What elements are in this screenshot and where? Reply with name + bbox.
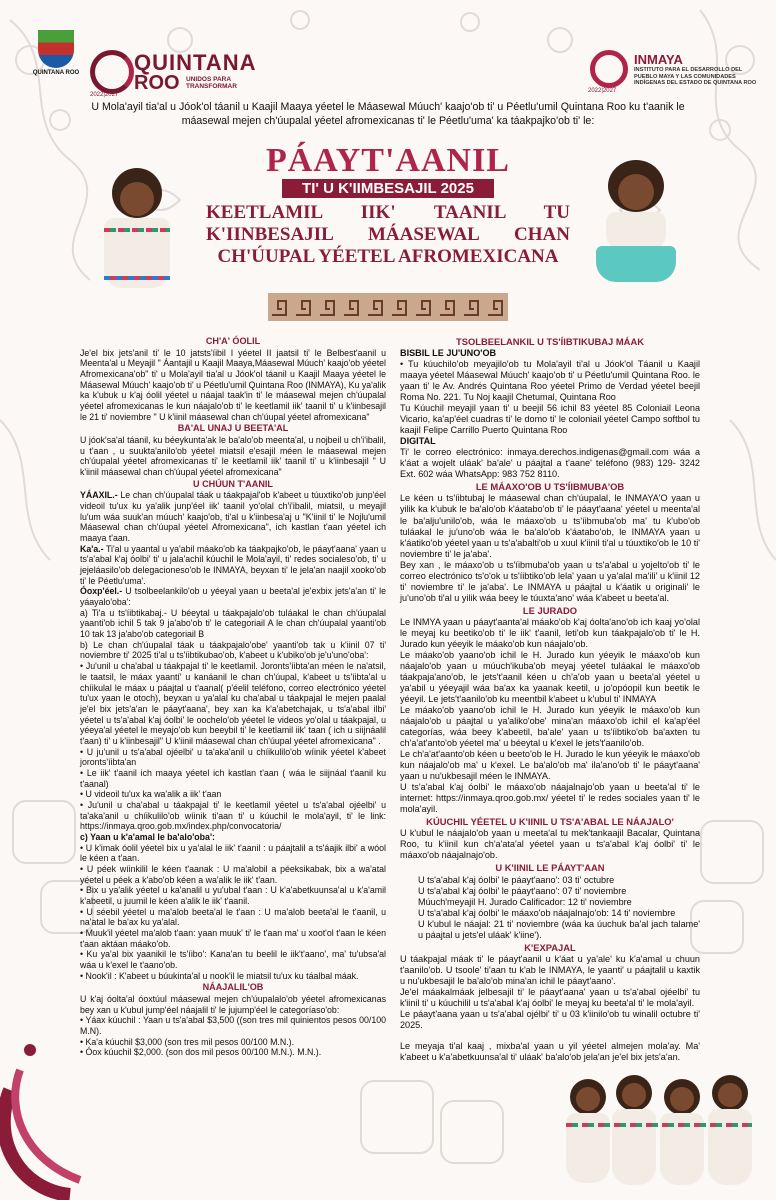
- logo-years: 2022|2027: [90, 92, 119, 98]
- text: U tsolbeelankilo'ob u yéeyal yaan u beeta'al je'exbix jets'a'an ti' le yáayalo'oba':: [80, 586, 386, 608]
- paragraph-yaaxil: [80, 490, 386, 543]
- paragraph: Le páayt'aana yaan u ts'a'abal ojélbi' ti' u 03 k'iinilo'ob tu winalil octubre ti' 2025.: [400, 1008, 700, 1030]
- girl-illustration-left: [82, 168, 192, 288]
- paragraph: c) Yaan u k'a'amal le ba'alo'oba':: [80, 831, 215, 842]
- glyph-watermark: [360, 1080, 434, 1154]
- paragraph: Le INMYA yaan u páayt'aanta'al máako'ob k'aj óolta'ano'ob ich kaaj yo'olal le meyaj ku beetiko'ob ti' le iik' t'aanil, leti'ob kun táakpajalo'ob ti' le H. Jurado kun yéeyik le máako'ob kun náajalo'ob.: [400, 616, 700, 649]
- section-heading: KÚUCHIL YÉETEL U K'IINIL U TS'A'ABAL LE NÁAJALO': [426, 816, 674, 828]
- glyph-watermark: [440, 1100, 504, 1164]
- paragraph: Je'el bix jets'anil ti' le 10 jatsts'íibil I yéetel II jaatsil ti' le Belbest'aanil u Meenta'al u Meyajil " Áantajil u Kaajil Maaya,Máasewal Múuch' kaajo'ob yéetel Afromexicana'ob" ti' u Mola'ayil tia'al u Jóok'ol táanil u Kaajil Maaya yéetel le Máasewal Múuch' kaajo'ob ti' u Péetlu'umil Quintana Roo (INMAYA), Ku ya'alik ka k'ubuk u k'aj óolil yéetel u náajal taak'in ti' le máasewal mejen ch'úupalal yéetel afromexicanas le kun náajalo'ob ti' le keetlamil iik' taanil ti' u k'iinbesajil le 21 ti' noviembre " U k'iinil máasewal chan ch'úupal yéetel afromexicana": [80, 347, 386, 422]
- subheading: DIGITAL: [400, 436, 436, 447]
- section-heading: CH'A' ÓOLIL: [205, 336, 261, 346]
- intro-text: U Mola'ayil tia'al u Jóok'ol táanil u Kaajil Maaya yéetel le Máasewal Múuch' kaajo'ob ti' u Péetlu'umil Quintana Roo ku t'aanik le máasewal mejen ch'úupalal yéetel afromexicanas ti' le Péetlu'uma' ka táakpajko'ob ti' le:: [91, 101, 685, 127]
- paragraph: U táakpajal máak ti' le páayt'aanil u k'áat u ya'ale' ku k'a'amal u chuun t'aanilo'ob. U tsoole' ti'aan tu k'ab le INMAYA, le yaanti' u páajtalil u kaxtik u nu'ukbesajil le ba'alo'ob mina'an ichil le páayt'aano'.: [400, 953, 700, 986]
- list-item: • Ju'unil u cha'abal u táakpajal ti' le keetlamil. Joronts'íibta'an méen le na'atsil, le taatsil, le máax yaantí' u kanáanil le chan ch'úupal, k'abeet u ts'íibta'al u chíikulal le máax u páajtal u t'aanal( p'éelil teléfono, correo electrónico yéetel tu'ux yaan le otoch), beyxan u ya'alal ku cha'abal u táakpajal le mejen paalal je'el bix jets'a'an le páayt'aana', bey xan ka k'a'abetchajak, u ts'a'abal ilbi' yéetel u ts'a'abal k'aj óolbi' le oochelo'ob yéetel le videos yo'olal u táakpajal, u yéeya'al yéetel le meyajo'ob kun beeybil ti' le keetlamil iik' taan ( ich u siijnáalil t'aan) ti' u k'iinbesajil" U k'iinil máasewal chan ch'úupal yéetel afromexicana" .: [80, 661, 386, 746]
- paragraph: U k'aj óolta'al óoxtúul máasewal mejen ch'úupalalo'ob yéetel afromexicanas bey xan u k'ubul jump'éel náajalil ti' le jujump'éel le categoríaso'ob:: [80, 993, 386, 1015]
- list-item: • Le iik' t'aanil ich maaya yéetel ich kastlan t'aan ( wáa le siijnáal t'aanil ku t'aanal): [80, 767, 386, 789]
- section-heading: NÁAJALIL'OB: [202, 982, 264, 993]
- quintana-roo-logo: [90, 50, 260, 100]
- list-item: • Óox kúuchil $2,000. (son dos mil pesos 00/100 M.N.). M.N.).: [80, 1047, 322, 1058]
- section-heading: BA'AL UNAJ U BEETA'AL: [177, 423, 289, 434]
- inmaya-description: INSTITUTO PARA EL DESARROLLO DEL PUEBLO MAYA Y LAS COMUNIDADES INDÍGENAS DEL ESTADO DE QUINTANA ROO: [634, 67, 757, 86]
- list-item: • U videoil tu'ux ka wa'alik a iik' t'aan: [80, 789, 222, 800]
- list-item: • U péek wíinkilil le kéen t'aanak : U ma'alobil a péeksikabak, bix a wa'atal yéetel u péek a k'abo'ob kéen a wa'alik le iik' t'aan.: [80, 863, 386, 885]
- list-item: • Yáax kúuchil : Yaan u ts'a'abal $3,500 ((son tres mil quinientos pesos 00/100 M.N).: [80, 1015, 386, 1036]
- girls-group-illustration: [560, 1075, 760, 1195]
- label: YÁAXIL.-: [80, 490, 118, 501]
- shield-icon: [38, 30, 74, 68]
- subheading: BISBIL LE JU'UNO'OB: [400, 348, 497, 359]
- list-item: • Ju'unil u cha'abal u táakpajal ti' le keetlamil yéetel u ts'a'abal ojéelbi' u ta'aka'anil u chíikulilo'ob wíinik ti'aan ti' u kúuchil le mola'ayil, ti' le link: https://inmaya.qroo.gob.mx/index.php/convocatoria/: [80, 799, 386, 832]
- inmaya-logo: [588, 50, 768, 100]
- list-item: U ts'a'abal k'aj óolbi' le páayt'aano': 07 ti' noviembre: [418, 885, 627, 896]
- paragraph: U k'ubul le náajalo'ob yaan u meeta'al tu mek'tankaajil Bacalar, Quintana Roo, tu k'iinil kun ch'a'ata'al yéetel yaan u ts'a'abal k'aj óolbi' ti' le máaxo'ob náajalnajo'ob.: [400, 828, 700, 861]
- paragraph: • Tu kúuchilo'ob meyajilo'ob tu Mola'ayil ti'al u Jóok'ol Táanil u Kaajil maaya yéetel Máasewal Múuch' kaajo'ob ti' u Péetlu'umil Quintana Roo. le yaan ti' le Av. Andrés Quintana Roo yéetel Primo de Verdad yéetel beejil Roma No. 221. Tu Noj kaajil Chetumal, Quintana Roo: [400, 359, 700, 403]
- title-block: [200, 140, 576, 268]
- list-item: • U k'imak óolil yéetel bix u ya'alal le iik' t'aanil : u páajtalil a ts'áajik ilbi' a wóol le kéen a t'aan.: [80, 842, 386, 864]
- paragraph: Le ch'a'at'aanto'ob kéen u beeto'ob le H. Jurado le kun yéeyik le máaxo'ob kun náajalo'ob ma' u k'exel. Le ba'alo'ob ma' ila'ano'ob ti' le páayt'aana' yaan u nu'ukbesajil méen le INMAYA.: [400, 749, 700, 782]
- list-item: U ts'a'abal k'aj óolbi' le páayt'aano': 03 ti' octubre: [418, 874, 615, 885]
- inmaya-years: 2022|2027: [588, 88, 617, 94]
- paragraph: b) Le chan ch'úupalal táak u táakpajalo'obe' yaanti'ob tak u k'iinil 07 ti' noviembre ti' 2025 ti'al u ts'íibtikubao'ob, k'abeet u k'ubiko'ob je'u'uno'oba':: [80, 639, 386, 661]
- maya-fret-band: [268, 293, 508, 321]
- list-item: • Ka'a kúuchil $3,000 (son tres mil pesos 00/100 M.N.).: [80, 1036, 295, 1047]
- list-item: Múuch'meyajil H. Jurado Calificador: 12 ti' noviembre: [418, 896, 632, 907]
- girl-illustration-right: [580, 160, 690, 290]
- logo-word-quintana: QUINTANA: [134, 50, 257, 75]
- section-heading: LE JURADO: [522, 604, 578, 616]
- closing-paragraph: Le meyaja ti'al kaaj , mixba'al yaan u yil yéetel almejen mola'ay. Ma' k'abeet u k'a'abetkuunsa'al ti' uláak' ba'alo'ob jela'an je'el bix jets'a'an.: [400, 1040, 700, 1062]
- title-theme: KEETLAMIL IIK' TAANIL TU K'IINBESAJIL MÁASEWAL CHAN CH'ÚUPAL YÉETEL AFROMEXICANA: [206, 202, 570, 267]
- list-item: • Bix u ya'alik yéetel u ka'analil u yu'ubal t'aan : U k'a'abetkuunsa'al u k'a'amil k'abeetil, u juumil le kéen a'alik le iik' t'aanil.: [80, 885, 386, 906]
- logo-word-roo: ROO: [134, 72, 180, 94]
- paragraph: U jóok'sa'al táanil, ku béeykunta'ak le ba'alo'ob meenta'al, u nojbeil u ch'i'ibalil, u t'aan , u suukta'anilo'ob yéetel miatsil e'esajil méen le máasewal mejen ch'úupalal yéetel afromexicanas ti' le keetlamil iik' taanil ti' u k'iinbesajil " U k'iinil máasewal chan ch'úupal yéetel afromexicana": [80, 435, 386, 478]
- list-item: • Nook'il : K'abeet u búukinta'al u nook'il le miatsil tu'ux ku táalbal máak.: [80, 970, 359, 981]
- list-item: U ts'a'abal k'aj óolbi' le máaxo'ob náajalnajo'ob: 14 ti' noviembre: [418, 907, 676, 918]
- list-item: U k'ubul le náajal: 21 ti' noviembre (wáa ka úuchuk ba'al jach talame' u páajtal u jets'el uláak' k'iine').: [418, 918, 700, 940]
- paragraph: U ts'a'abal k'aj óolbi' le máaxo'ob náajalnajo'ob yaan u beeta'al ti' le internet: https://inmaya.qroo.gob.mx/ yéetel ti' le redes sociales yaan ti' le mola'ayil.: [400, 782, 700, 815]
- paragraph: Je'el máakalmáak jelbesajil ti' le páayt'aana' yaan u ts'a'abal ojéelbi' tu k'iinil ti' u kúuchilil u ts'a'abal k'aj óolbi' le meyaj ku beeta'al ti' le mola'ayil.: [400, 986, 700, 1008]
- glyph-watermark: [12, 800, 76, 864]
- label: Óoxp'éel.-: [80, 586, 123, 597]
- text: Le chan ch'úupalal táak u táakpajal'ob k'abeet u túuxtiko'ob junp'éel videoil tu'ux ku ya'alik junp'éel iik' taanil yo'olal ch'i'ibalil, miatsil, u meyajil lu'um wáa suuk'an múuch' kaajo'ob, ti'al u k'iinbesa'aj u "K'iinil ti' le Nojlu'umil Máasewal chan ch'úupal yéetel Afromexicana", ich kastlan t'aan yéetel ich maaya t'aan.: [80, 490, 386, 544]
- section-heading: U K'IINIL LE PÁAYT'AAN: [495, 862, 605, 874]
- paragraph-kaa: [80, 544, 386, 587]
- state-coat-of-arms-logo: [32, 30, 80, 82]
- paragraph: Bey xan , le máaxo'ob u ts'íibmuba'ob yaan u ts'a'abal u yojelto'ob ti' le correo electrónico ts'o'ok u ts'íibtiko'ob lela' yaan u ya'alal ma'ili' u k'iinil 12 ti' noviembre ti' le ja'aba'. Le INMAYA u páajtal u k'áatik u originali' le ju'uno'ob ti'al u yilik wáa beey le túuxta'ano' wáa k'abeet u beeta'al.: [400, 559, 700, 603]
- paragraph: a) Ti'a u ts'íibtikabaj.- U béeytal u táakpajalo'ob tuláakal le chan ch'úupalal yaanti'ob ichil 5 tak 9 ja'abo'ob ti' le categoriail A le chan ch'úupalal yaanti'ob 10 tak 13 ja'abo'ob categoriail B: [80, 607, 386, 640]
- state-logo-caption: QUINTANA ROO: [32, 70, 80, 76]
- glyph-watermark: [700, 820, 764, 884]
- decorative-q-swoosh: [0, 1030, 90, 1200]
- paragraph: Ti' le correo electrónico: inmaya.derechos.indigenas@gmail.com wáa a k'áat a wojelt uláak' ba'ale' u páajtal a t'aane' teléfono (983) 129- 3242 Ext. 602 wáa WhatsApp: 983 752 8110.: [400, 447, 700, 480]
- right-column: [400, 335, 700, 1063]
- paragraph-oox: [80, 586, 386, 607]
- inmaya-name: INMAYA: [634, 52, 683, 67]
- paragraph: Le kéen u ts'íibtubaj le máasewal chan ch'úupalal, le INMAYA'O yaan u yilik ka k'ubuk le ba'alo'ob k'áatabo'ob ti' le páayt'aana' yéetel u meenta'al le ba'alju'unilo'ob, wáa le máaxo'ob u ts'íibmuba'ob ma' tu k'ubo'ob tuláakal le ju'uno'ob wáa le ba'alo'ob k'áatabo'ob, le INMAYA yaan u k'áatiko'ob yéetel yaan u ts'a'abalti'ob u xuul k'iinil ti'al u túuxtiko'ob le 10 ti' noviembre ti' le ja'aba'.: [400, 493, 700, 559]
- paragraph: Le máako'ob yaano'ob ichil le H. Jurado kun yéeyik le máaxo'ob kun náajalo'ob yaan u múuch'ikuba'ob meyaj yéetel tuláakal le máaxo'ob táakpaja'ano'ob, le jets't'aanil kéen u ch'a'ob yaan u beeta'al yéetel u ya'abil u yéeyajil wáa ba'ax ka yaanak keetil, u jo'opóopil kun beetik le yéeyil. Le jets't'aanilo'ob ku meentbil k'abeet u k'ubul ti' INMAYA: [400, 649, 700, 704]
- section-heading: U CHÚUN T'AANIL: [193, 478, 273, 489]
- inmaya-q-icon: [590, 50, 628, 88]
- text: Ti'al u yaantal u ya'abil máako'ob ka táakpajko'ob, le páayt'aana' yaan u ts'a'abal k'aj óolbi' ti' u jala'achil kúuchil le Mola'ayil, ti' redes socialeso'ob, ti' u jejeláasilo'ob delegacioneso'ob le INMAYA, beyxan ti' le jela'an naajil xooko'ob ti' le Péetlu'uma'.: [80, 543, 386, 586]
- list-item: • Muuk'il yéetel ma'alob t'aan: yaan muuk' ti' le t'aan ma' u xoot'ol t'aan le kéen t'aan aktáan máako'ob.: [80, 927, 386, 949]
- section-heading: K'EXPAJAL: [524, 941, 576, 953]
- section-heading: LE MÁAXO'OB U TS'ÍIBMUBA'OB: [475, 481, 625, 493]
- q-logo-icon: [90, 50, 134, 94]
- label: Ka'a.-: [80, 543, 104, 554]
- page-title: PÁAYT'AANIL: [265, 142, 510, 179]
- title-subtitle-banner: TI' U K'IIMBESAJIL 2025: [282, 179, 494, 198]
- paragraph: Le máako'ob yaano'ob ichil le H. Jurado kun yéeyik le máaxo'ob kun náajalo'ob u páajtal u ya'aliko'obe' mina'an máaxo'ob ichil el ka'ap'éel categorías, wáa beey k'abeetil, ba'ale' yaan u ts'íibtiko'ob ba'axten tu ch'a'at'anto'ob yéetel ma' u béeytal u k'exel le jets't'aanilo'ob.: [400, 705, 700, 749]
- section-heading: TSOLBEELANKIL U TS'ÍIBTIKUBAJ MÁAK: [456, 336, 644, 347]
- list-item: • U séebil yéetel u ma'alob beeta'al le t'aan : U ma'alob beeta'al le t'aanil, u na'atal le ba'ax ku ya'alal.: [80, 906, 386, 928]
- list-item: • Ku ya'al bix yaanikil le ts'íibo': Kana'an tu beelil le iik't'aano', ma' tu'ubsa'al wáa u k'exel le t'aano'ob.: [80, 949, 386, 970]
- paragraph: Tu Kúuchil meyajil yaan ti' u beejil 56 ichil 83 yéetel 85 Coloniail Leona Vicario, ka'ap'éel cuadras ti' le domo ti' le coloniail yéetel Campo softbol tu kaajil Felipe Carrillo Puerto Quintana Roo: [400, 403, 700, 436]
- list-item: • U ju'unil u ts'a'abal ojéelbi' u ta'aka'anil u chíikulilo'ob wíinik yéetel k'abeet joronts'íibta'an: [80, 746, 386, 768]
- left-column: [80, 335, 386, 1058]
- logo-tagline: UNIDOS PARA TRANSFORMAR: [186, 76, 237, 90]
